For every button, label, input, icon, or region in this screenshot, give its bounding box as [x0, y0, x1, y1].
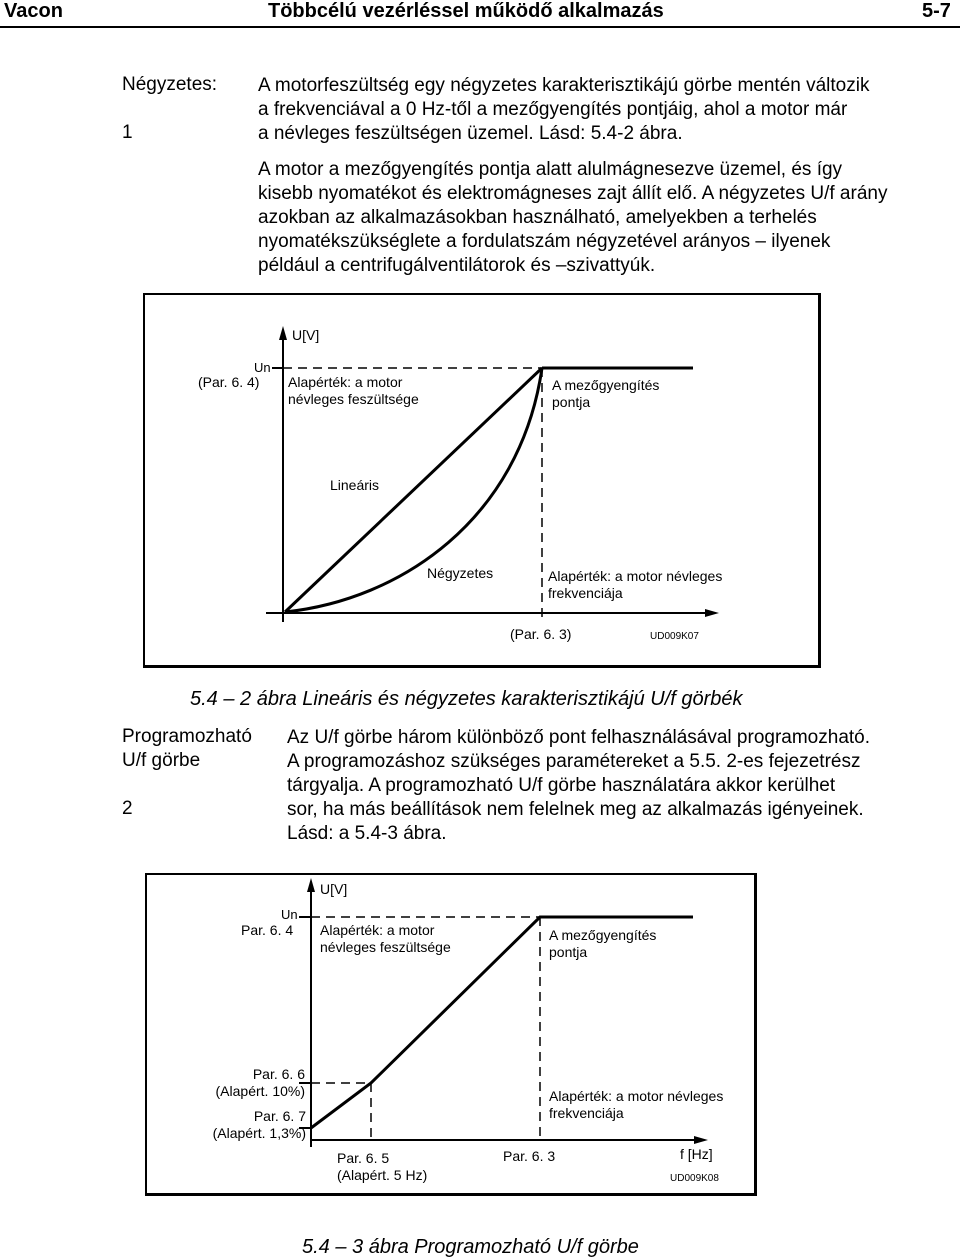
- text-line: sor, ha más beállítások nem felelnek meg az alkalmazás igényeinek.: [287, 799, 864, 820]
- text-line: a névleges feszültségen üzemel. Lásd: 5.4-2 ábra.: [258, 123, 683, 144]
- figure1-y-axis-label: U[V]: [292, 327, 320, 343]
- figure1-code: UD009K07: [650, 631, 699, 642]
- label-line: frekvenciája: [549, 1105, 624, 1121]
- figure2-x-axis-label: f [Hz]: [680, 1146, 713, 1162]
- section1-number: 1: [122, 122, 133, 143]
- text-line: A programozáshoz szükséges paramétereket a 5.5. 2-es fejezetrész: [287, 751, 861, 772]
- header-left: Vacon: [4, 0, 63, 22]
- section2-number: 2: [122, 798, 133, 819]
- label-line: Par. 6. 7: [253, 1108, 306, 1124]
- figure1-caption: 5.4 – 2 ábra Lineáris és négyzetes karakterisztikájú U/f görbék: [190, 688, 743, 710]
- figure2-field-weakening-label: [549, 927, 656, 961]
- text-line: A motorfeszültség egy négyzetes karakterisztikájú görbe mentén változik: [258, 75, 870, 96]
- figure2-p63-label: Par. 6. 3: [503, 1148, 556, 1164]
- figure2-x-arrow: [694, 1136, 708, 1144]
- label-line: A mezőgyengítés: [552, 377, 660, 393]
- label-line: (Alapért. 10%): [215, 1083, 305, 1099]
- label-line: pontja: [549, 944, 588, 960]
- figure2-y-axis-label: U[V]: [320, 881, 348, 897]
- figure2-un-par: Par. 6. 4: [241, 922, 294, 938]
- label-line: Alapérték: a motor: [320, 922, 435, 938]
- figure1-square-label: Négyzetes: [427, 565, 494, 581]
- label-line: Alapérték: a motor: [288, 374, 403, 390]
- text-line: nyomatékszükséglete a fordulatszám négyzetével arányos – ilyenek: [258, 231, 831, 252]
- label-line: pontja: [552, 394, 591, 410]
- figure2-default-freq-label: [549, 1088, 723, 1122]
- text-line: kisebb nyomatékot és elektromágneses zajt állít elő. A négyzetes U/f arány: [258, 183, 888, 204]
- label-line: A mezőgyengítés: [549, 927, 657, 943]
- text-line: Az U/f görbe három különböző pont felhasználásával programozható.: [287, 727, 871, 748]
- header-title: Többcélú vezérléssel működő alkalmazás: [268, 0, 664, 22]
- label-line: névleges feszültsége: [320, 939, 451, 955]
- label-line: (Alapért. 1,3%): [212, 1125, 306, 1141]
- figure2-default-voltage-label: [320, 922, 451, 956]
- figure1-un-label: Un: [254, 360, 271, 375]
- figure2-y-arrow: [307, 878, 315, 892]
- label-line: frekvenciája: [548, 585, 623, 601]
- figure2-p65-label: [337, 1150, 427, 1184]
- text-line: Lásd: a 5.4-3 ábra.: [287, 823, 447, 844]
- label-line: Alapérték: a motor névleges: [548, 568, 723, 584]
- section1-label: Négyzetes:: [122, 74, 218, 95]
- figure1-x-par: (Par. 6. 3): [510, 626, 572, 642]
- label-line: Par. 6. 6: [252, 1066, 305, 1082]
- figure2-code: UD009K08: [670, 1173, 719, 1184]
- text-line: a frekvenciával a 0 Hz-től a mezőgyengítés pontjáig, ahol a motor már: [258, 99, 848, 120]
- text-line: A motor a mezőgyengítés pontja alatt alulmágnesezve üzemel, és így: [258, 159, 843, 180]
- text-line: például a centrifugálventilátorok és –szivattyúk.: [258, 255, 656, 276]
- label-line: névleges feszültsége: [288, 391, 419, 407]
- figure2-un-label: Un: [281, 907, 298, 922]
- label-line: Par. 6. 5: [337, 1150, 390, 1166]
- figure1-linear-label: Lineáris: [330, 477, 380, 493]
- figure2-p67-label: [205, 1108, 306, 1142]
- section2-label-line2: U/f görbe: [122, 750, 201, 771]
- header-page-number: 5-7: [922, 0, 951, 22]
- label-line: Alapérték: a motor névleges: [549, 1088, 724, 1104]
- figure2-caption: 5.4 – 3 ábra Programozható U/f görbe: [302, 1236, 639, 1258]
- label-line: (Alapért. 5 Hz): [337, 1167, 428, 1183]
- section2-label-line1: Programozható: [122, 726, 252, 747]
- text-line: azokban az alkalmazásokban használható, amelyekben a terhelés: [258, 207, 817, 228]
- figure1-un-par: (Par. 6. 4): [198, 374, 260, 390]
- text-line: tárgyalja. A programozható U/f görbe használatára akkor kerülhet: [287, 775, 836, 796]
- figure2-p66-label: [209, 1066, 305, 1100]
